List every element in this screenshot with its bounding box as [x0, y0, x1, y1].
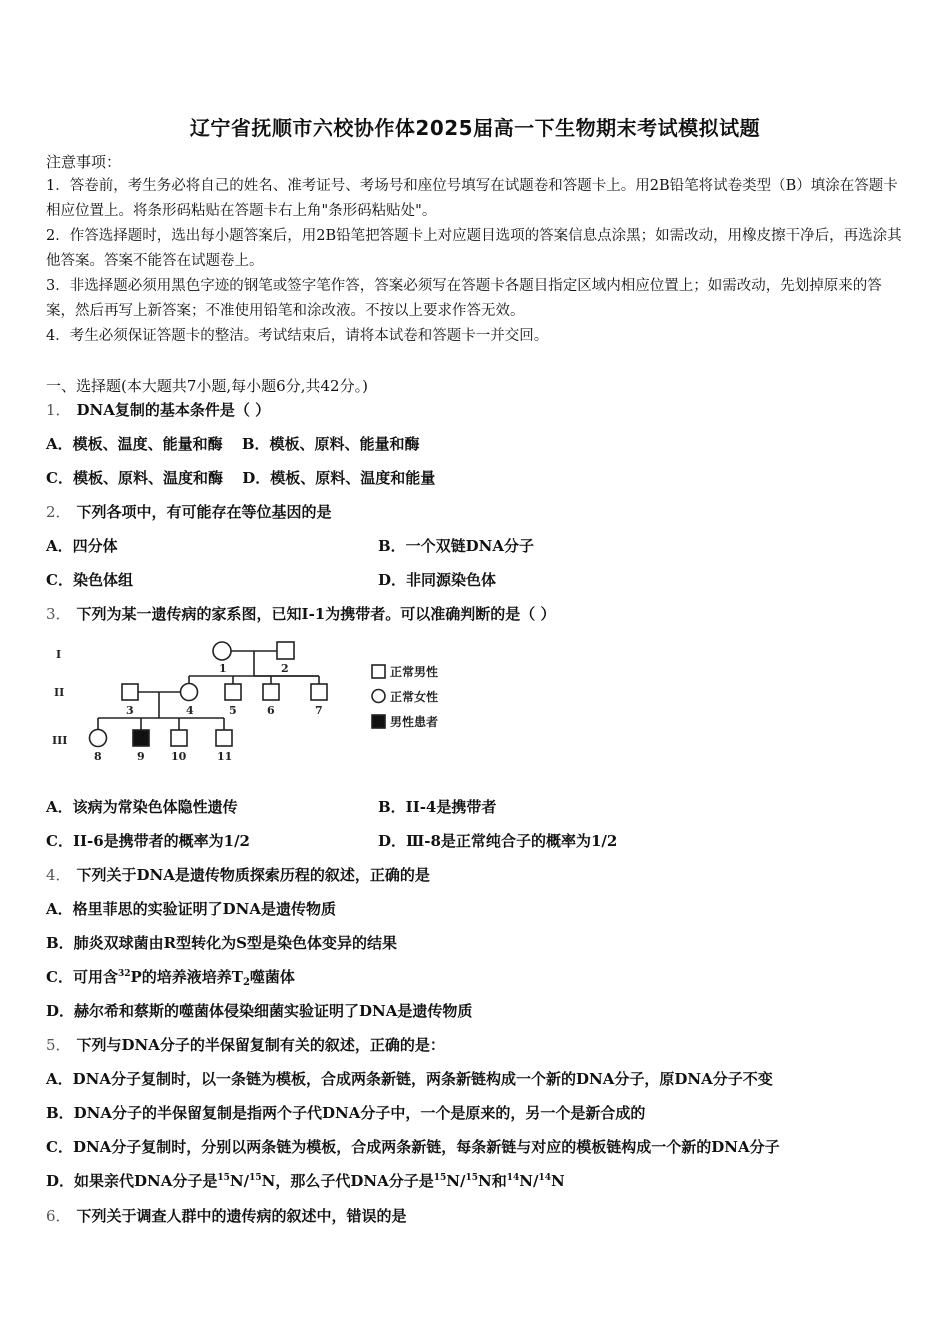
q5-d-text-3: N/: [446, 1172, 466, 1190]
label-7: 7: [315, 704, 323, 717]
legend-female-label: 正常女性: [390, 690, 439, 704]
q2-option-c: C．染色体组: [46, 571, 133, 589]
question-stem: 下列关于调查人群中的遗传病的叙述中，错误的是: [76, 1207, 407, 1225]
individual-4-female: [181, 684, 198, 701]
label-11: 11: [217, 750, 233, 763]
question-stem: DNA复制的基本条件是（ ）: [76, 401, 271, 419]
q4-c-text: C．可用含: [46, 968, 118, 986]
question-number: 6．: [46, 1207, 71, 1225]
q5-d-text-5: N/: [519, 1172, 539, 1190]
question-number: 5．: [46, 1036, 71, 1054]
q3-option-d: D．Ⅲ-8是正常纯合子的概率为1/2: [378, 832, 618, 850]
label-6: 6: [267, 704, 275, 717]
individual-11-male: [216, 730, 232, 746]
q5-d-sup-2: 15: [249, 1173, 262, 1183]
individual-5-male: [225, 684, 241, 700]
individual-9-affected-male: [133, 730, 149, 746]
q1-options-row-2: [46, 468, 435, 488]
label-2: 2: [281, 662, 289, 675]
q4-option-b: B．肺炎双球菌由R型转化为S型是染色体变异的结果: [46, 934, 397, 952]
label-3: 3: [126, 704, 134, 717]
q4-c-superscript: 32: [117, 969, 131, 979]
pedigree-chart: [44, 636, 464, 766]
question-number: 1．: [46, 401, 71, 419]
question-number: 2．: [46, 503, 71, 521]
q4-c-subscript: 2: [242, 977, 250, 988]
q4-option-c: [46, 967, 295, 987]
page-title: 辽宁省抚顺市六校协作体2025届高一下生物期末考试模拟试题: [189, 116, 761, 140]
section-heading: 一、选择题(本大题共7小题,每小题6分,共42分。): [46, 377, 368, 395]
q5-d-sup-4: 15: [465, 1173, 478, 1183]
label-10: 10: [171, 750, 187, 763]
q5-d-text-6: N: [550, 1172, 565, 1190]
label-5: 5: [229, 704, 237, 717]
q4-c-text-post: 噬菌体: [249, 968, 295, 986]
legend-male-icon: [372, 665, 385, 678]
q2-option-b: B．一个双链DNA分子: [378, 537, 535, 555]
label-8: 8: [94, 750, 102, 763]
notice-heading: 注意事项：: [46, 153, 122, 171]
legend-affected-label: 男性患者: [390, 715, 439, 729]
notice-item-3: 3．非选择题必须用黑色字迹的钢笔或签字笔作答，答案必须写在答题卡各题目指定区域内相应位置上；如需改动，先划掉原来的答案，然后再写上新答案；不准使用铅笔和涂改液。不按以上要求作答无效。: [46, 278, 882, 319]
notice-item-1: 1．答卷前，考生务必将自己的姓名、准考证号、考场号和座位号填写在试题卷和答题卡上。用2B铅笔将试卷类型（B）填涂在答题卡相应位置上。将条形码粘贴在答题卡右上角"条形码粘贴处"。: [46, 178, 898, 219]
q5-option-a: A．DNA分子复制时，以一条链为模板，合成两条新链，两条新链构成一个新的DNA分子，原DNA分子不变: [46, 1070, 773, 1088]
q3-option-c: C．II-6是携带者的概率为1/2: [46, 832, 250, 850]
q5-d-text-4: N和: [477, 1172, 507, 1190]
individual-8-female: [90, 730, 107, 747]
label-9: 9: [137, 750, 145, 763]
generation-label-3: III: [52, 734, 68, 747]
question-stem: 下列关于DNA是遗传物质探索历程的叙述，正确的是: [76, 866, 430, 884]
q3-option-a: A．该病为常染色体隐性遗传: [46, 798, 238, 816]
q1-option-b: B．模板、原料、能量和酶: [241, 435, 420, 453]
q1-option-a: A．模板、温度、能量和酶: [46, 435, 223, 453]
question-2: [46, 502, 332, 522]
q1-option-c: C．模板、原料、温度和酶: [46, 469, 223, 487]
q5-d-text: D．如果亲代DNA分子是: [46, 1172, 218, 1190]
individual-2-male: [277, 642, 294, 659]
legend-affected-icon: [372, 715, 385, 728]
q5-d-text-2: N，那么子代DNA分子是: [261, 1172, 434, 1190]
q3-option-b: B．II-4是携带者: [378, 798, 497, 816]
individual-3-male: [122, 684, 138, 700]
q1-options-row-1: [46, 434, 420, 454]
question-3: [46, 604, 555, 624]
q2-option-a: A．四分体: [46, 537, 118, 555]
legend-female-icon: [372, 690, 385, 703]
individual-7-male: [311, 684, 327, 700]
legend-male-label: 正常男性: [390, 665, 439, 679]
q4-c-text-mid: P的培养液培养T: [130, 968, 243, 986]
notice-item-4: 4．考生必须保证答题卡的整洁。考试结束后，请将本试卷和答题卡一并交回。: [46, 328, 549, 344]
question-number: 3．: [46, 605, 71, 623]
individual-1-female: [213, 642, 231, 660]
question-1: [46, 400, 270, 420]
label-1: 1: [219, 662, 227, 675]
q2-option-d: D．非同源染色体: [378, 571, 497, 589]
q5-d-sup-6: 14: [538, 1173, 551, 1183]
question-number: 4．: [46, 866, 71, 884]
generation-label-1: I: [56, 648, 62, 661]
q5-d-sup-1: 15: [217, 1173, 230, 1183]
label-4: 4: [186, 704, 194, 717]
q5-option-b: B．DNA分子的半保留复制是指两个子代DNA分子中，一个是原来的，另一个是新合成的: [46, 1104, 646, 1122]
question-stem: 下列为某一遗传病的家系图，已知I-1为携带者。可以准确判断的是（ ）: [76, 605, 556, 623]
question-6: [46, 1206, 407, 1226]
q1-option-d: D．模板、原料、温度和能量: [242, 469, 436, 487]
q5-d-sup-3: 15: [433, 1173, 447, 1183]
generation-label-2: II: [54, 686, 65, 699]
q5-option-c: C．DNA分子复制时，分别以两条链为模板，合成两条新链，每条新链与对应的模板链构成一个新的DNA分子: [46, 1138, 780, 1156]
question-4: [46, 865, 430, 885]
q5-d-text-1: N/: [229, 1172, 250, 1190]
individual-6-male: [263, 684, 279, 700]
question-stem: 下列各项中，有可能存在等位基因的是: [76, 503, 332, 521]
q4-option-d: D．赫尔希和蔡斯的噬菌体侵染细菌实验证明了DNA是遗传物质: [46, 1002, 473, 1020]
individual-10-male: [171, 730, 187, 746]
question-stem: 下列与DNA分子的半保留复制有关的叙述，正确的是：: [76, 1036, 445, 1054]
notice-item-2: 2．作答选择题时，选出每小题答案后，用2B铅笔把答题卡上对应题目选项的答案信息点涂黑；如需改动，用橡皮擦干净后，再选涂其他答案。答案不能答在试题卷上。: [46, 228, 902, 269]
q4-option-a: A．格里菲思的实验证明了DNA是遗传物质: [46, 900, 336, 918]
question-5: [46, 1035, 445, 1055]
q5-option-d: [46, 1171, 565, 1191]
q5-d-sup-5: 14: [506, 1173, 520, 1183]
